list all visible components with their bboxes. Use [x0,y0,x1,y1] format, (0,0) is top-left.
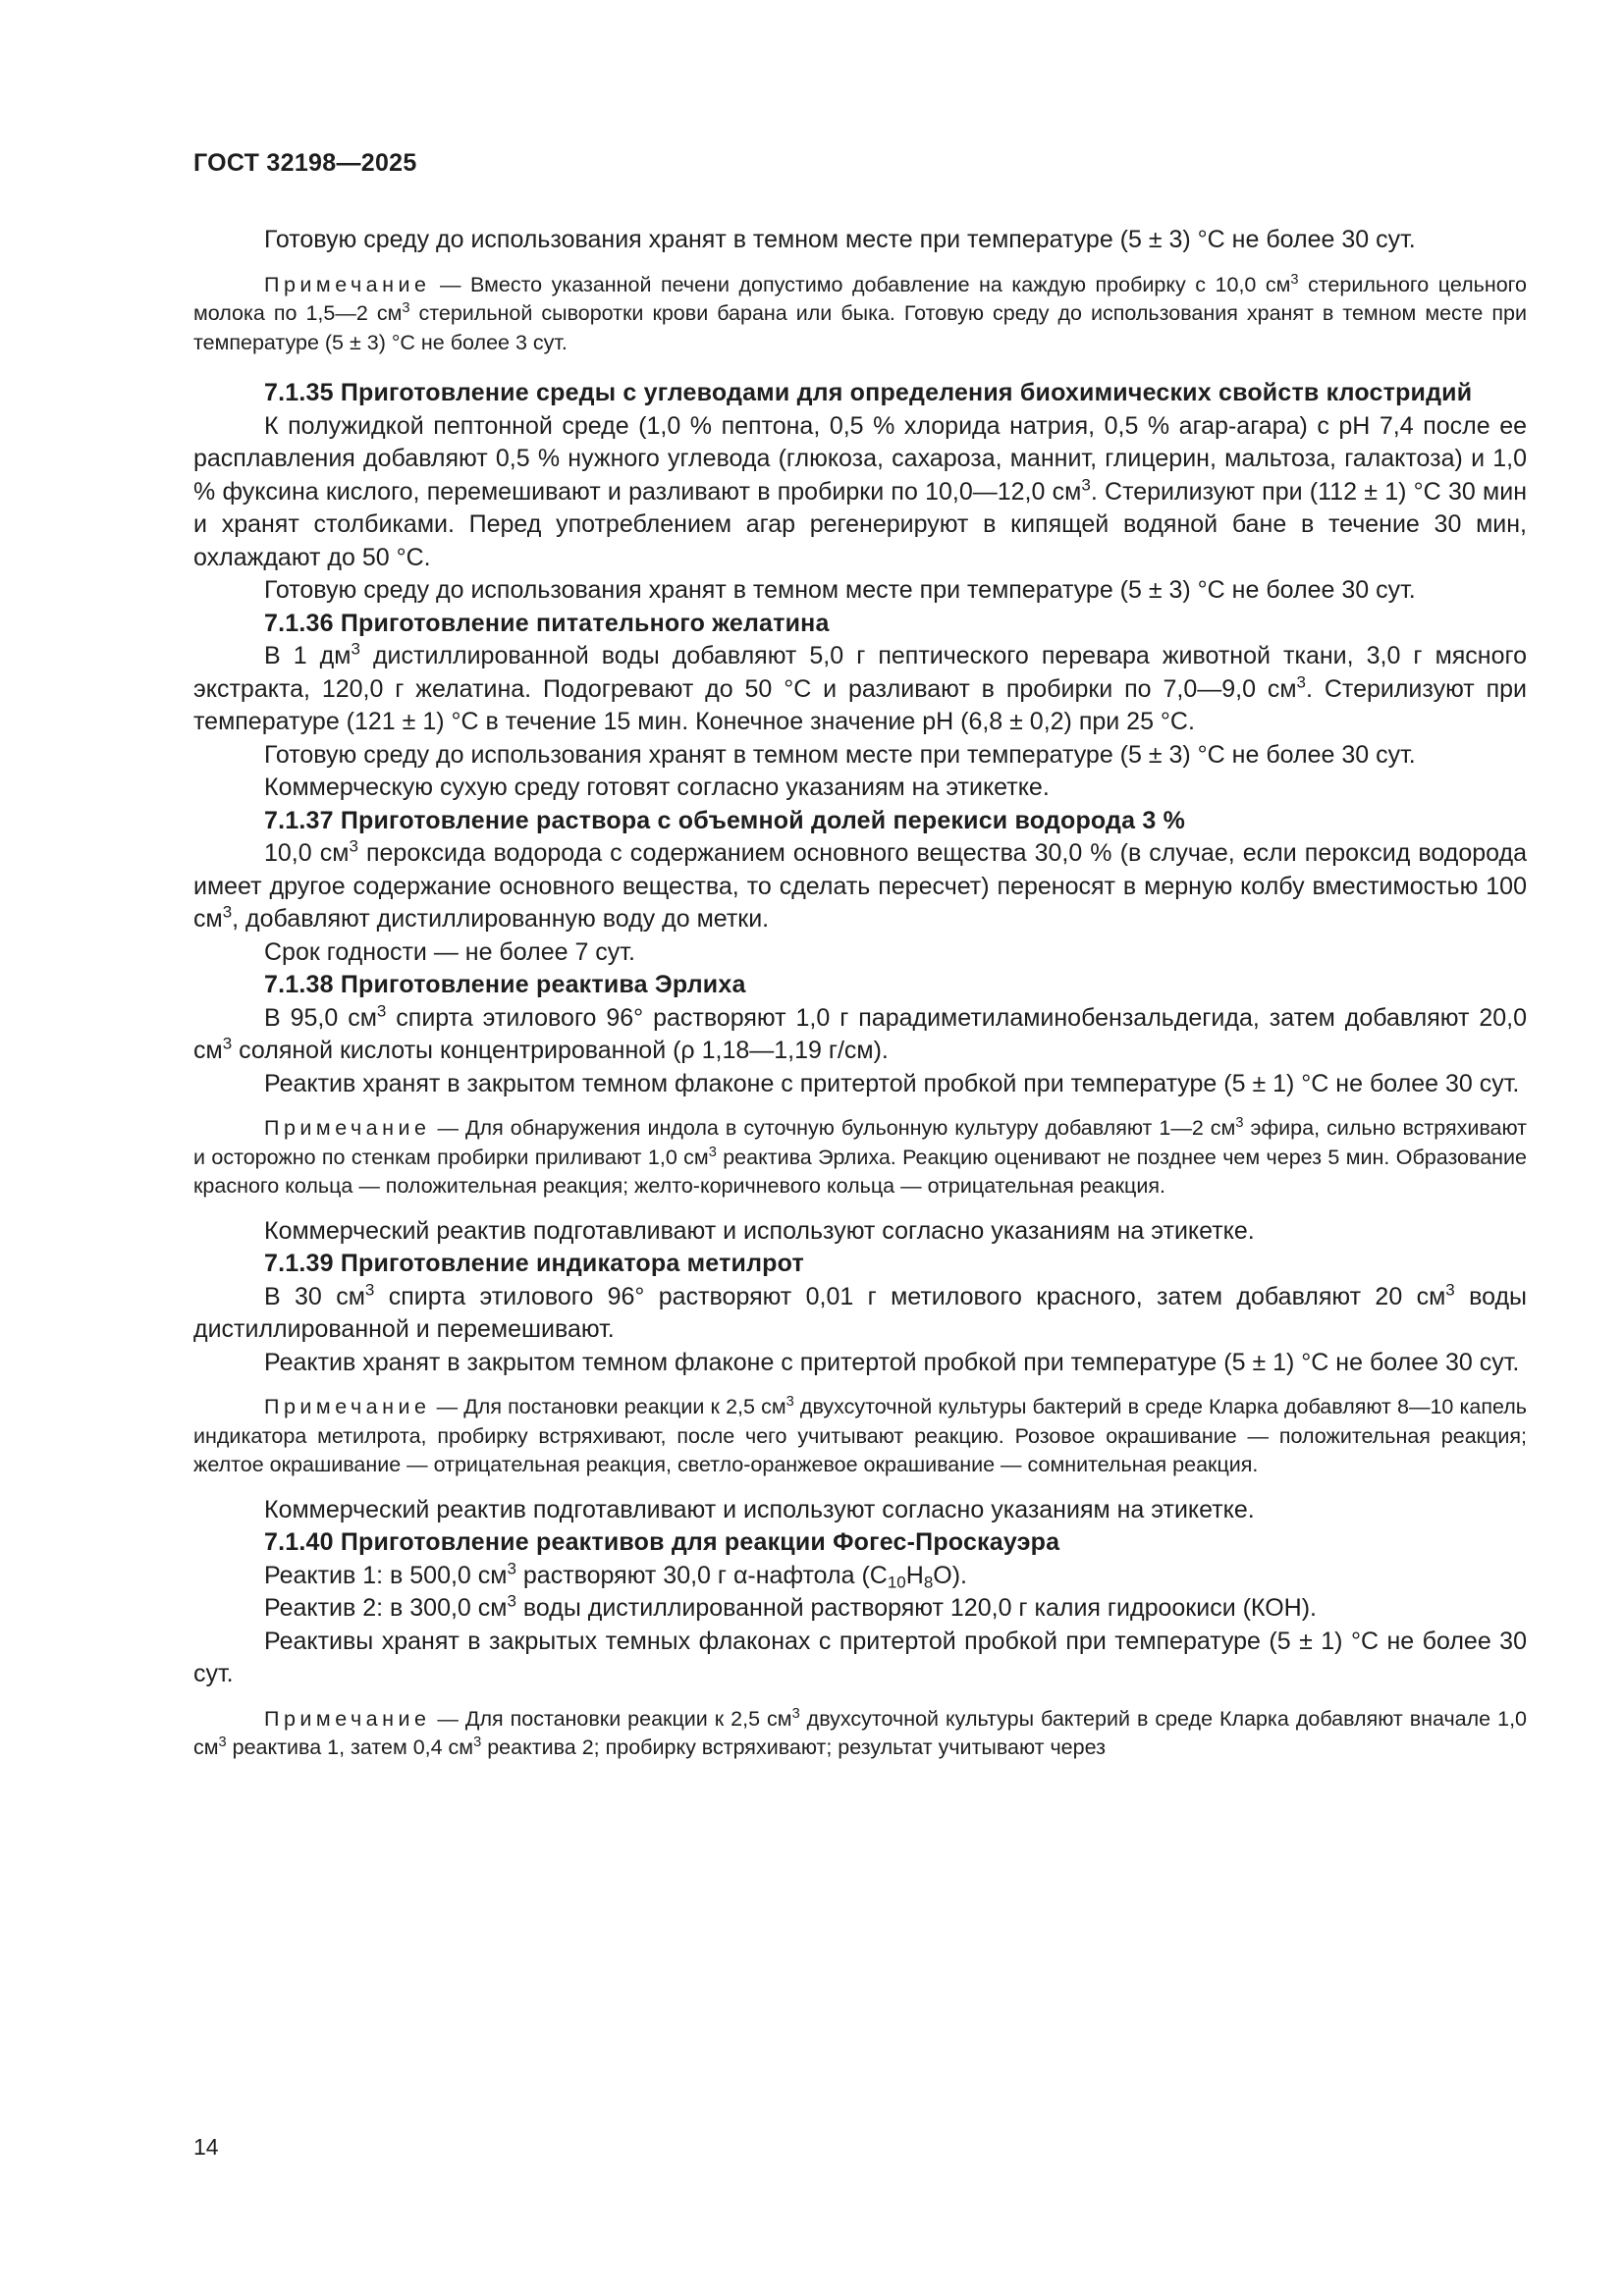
section-heading-7-1-40: 7.1.40 Приготовление реактивов для реакции Фогес-Проскауэра [264,1528,1060,1556]
note-label: Примечание [264,1706,431,1731]
paragraph-storage-1: Готовую среду до использования хранят в темном месте при температуре (5 ± 3) °С не более 30 сут. [264,226,1416,253]
section-heading-7-1-36: 7.1.36 Приготовление питательного желатина [264,609,830,637]
paragraph-7-1-36-storage: Готовую среду до использования хранят в темном месте при температуре (5 ± 3) °С не более 30 сут. [264,740,1416,769]
paragraph-7-1-36-preparation: В 1 $дм^3$ дистиллированной воды добавляют 5,0 г пептического перевара животной ткани, 3,0 г мясного экстракта, 120,0 г желатина. Подогревают до 50 °С и разливают в пробирки по 7,0—9,0 $см^3$. Стерилизуют при температуре (121 ± 1) °С в течение 15 мин. Конечное значение рН (6,8 ± 0,2) при 25 °С. [193,639,1528,735]
paragraph-7-1-39-preparation: В 30 $см^3$ спирта этилового 96° растворяют 0,01 г метилового красного, затем добавляют 20 $см^3$ воды дистиллированной и перемешивают. [193,1280,1527,1343]
paragraph-7-1-38-preparation: В 95,0 $см^3$ спирта этилового 96° растворяют 1,0 г парадиметиламинобензальдегида, затем добавляют 20,0 $см^3$ соляной кислоты концентрированной (ρ 1,18—1,19 г/см). [193,1001,1527,1064]
paragraph-7-1-37-preparation: 10,0 $см^3$ пероксида водорода с содержанием основного вещества 30,0 % (в случае, если пероксид водорода имеет другое содержание основного вещества, то сделать пересчет) переносят в мерную колбу вместимостью 100 $см^3$, добавляют дистиллированную воду до метки. [193,836,1527,933]
section-heading-7-1-38: 7.1.38 Приготовление реактива Эрлиха [264,971,746,998]
paragraph-7-1-38-storage: Реактив хранят в закрытом темном флаконе с притертой пробкой при температуре (5 ± 1) °С не более 30 сут. [264,1069,1520,1097]
note-4: Примечание — Для постановки реакции к 2,5 $см^3$ двухсуточной культуры бактерий в среде Кларка добавляют вначале 1,0 $см^3$ реактива 1, затем 0,4 $см^3$ реактива 2; пробирку встряхивают; результат учитывают через [193,1705,1527,1759]
section-heading-7-1-37: 7.1.37 Приготовление раствора с объемной долей перекиси водорода 3 % [264,806,1186,834]
page-number: 14 [193,2134,219,2160]
paragraph-7-1-40-reagent-2: Реактив 2: в 300,0 $см^3$ воды дистиллированной растворяют 120,0 г калия гидроокиси (КОН). [264,1591,1317,1622]
note-label: Примечание [264,272,431,296]
paragraph-7-1-38-commercial: Коммерческий реактив подготавливают и используют согласно указаниям на этикетке. [264,1216,1255,1245]
note-2: Примечание — Для обнаружения индола в суточную бульонную культуру добавляют 1—2 $см^3$ эфира, сильно встряхивают и осторожно по стенкам пробирки приливают 1,0 $см^3$ реактива Эрлиха. Реакцию оценивают не позднее чем через 5 мин. Образование красного кольца — положительная реакция; желто-коричневого кольца — отрицательная реакция. [193,1114,1527,1198]
section-heading-7-1-39: 7.1.39 Приготовление индикатора метилрот [264,1250,804,1277]
page-header-standard-number: ГОСТ 32198—2025 [193,149,417,177]
paragraph-7-1-39-storage: Реактив хранят в закрытом темном флаконе с притертой пробкой при температуре (5 ± 1) °С не более 30 сут. [264,1348,1520,1376]
page-content [193,224,1527,1763]
paragraph-7-1-37-shelf-life: Срок годности — не более 7 сут. [264,937,635,966]
note-1: Примечание — Вместо указанной печени допустимо добавление на каждую пробирку с 10,0 $см^3$ стерильного цельного молока по 1,5—2 $см^3$ стерильной сыворотки крови барана или быка. Готовую среду до использования хранят в темном месте при температуре (5 ± 3) °С не более 3 сут. [193,271,1527,354]
note-3: Примечание — Для постановки реакции к 2,5 $см^3$ двухсуточной культуры бактерий в среде Кларка добавляют 8—10 капель индикатора метилрота, пробирку встряхивают, после чего учитывают реакцию. Розовое окрашивание — положительная реакция; желтое окрашивание — отрицательная реакция, светло-оранжевое окрашивание — сомнительная реакция. [193,1393,1527,1476]
paragraph-7-1-35-storage: Готовую среду до использования хранят в темном месте при температуре (5 ± 3) °С не более 30 сут. [264,576,1416,604]
paragraph-7-1-40-reagent-1: Реактив 1: в 500,0 $см^3$ растворяют 30,0 г α-нафтола $(С_{10}Н_8О)$. [264,1559,967,1591]
note-label: Примечание [264,1116,431,1140]
note-label: Примечание [264,1395,431,1418]
paragraph-7-1-39-commercial: Коммерческий реактив подготавливают и используют согласно указаниям на этикетке. [264,1495,1255,1523]
paragraph-7-1-35-preparation: К полужидкой пептонной среде (1,0 % пептона, 0,5 % хлорида натрия, 0,5 % агар-агара) с рН 7,4 после ее расплавления добавляют 0,5 % нужного углевода (глюкоза, сахароза, маннит, глицерин, мальтоза, галактоза) и 1,0 % фуксина кислого, перемешивают и разливают в пробирки по 10,0—12,0 $см^3$. Стерилизуют при (112 ± 1) °С 30 мин и хранят столбиками. Перед употреблением агар регенерируют в кипящей водяной бане в течение 30 мин, охлаждают до 50 °С. [193,411,1527,571]
paragraph-7-1-40-storage: Реактивы хранят в закрытых темных флаконах с притертой пробкой при температуре (5 ± 1) °С не более 30 сут. [193,1627,1527,1687]
paragraph-7-1-36-commercial: Коммерческую сухую среду готовят согласно указаниям на этикетке. [264,774,1050,801]
section-heading-7-1-35: 7.1.35 Приготовление среды с углеводами для определения биохимических свойств клостридий [264,379,1473,406]
